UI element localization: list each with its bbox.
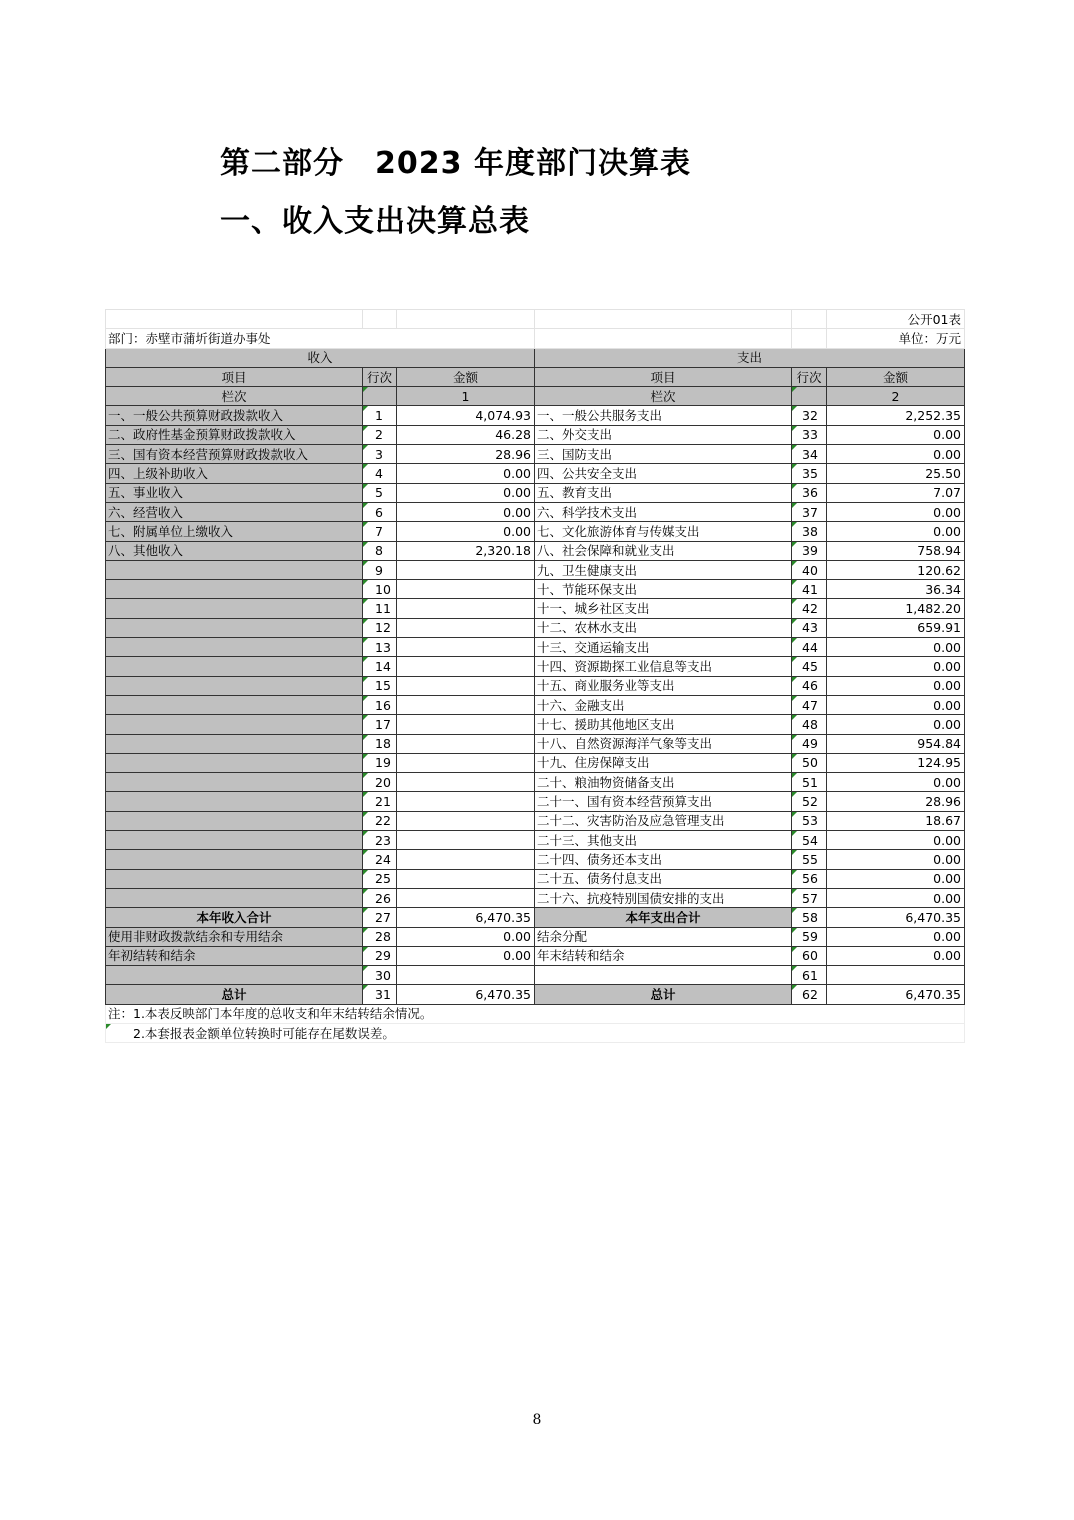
expense-row-number: 55 <box>792 850 827 869</box>
table-row <box>106 618 965 637</box>
income-row-number: 11 <box>363 599 397 618</box>
income-row-number: 16 <box>363 695 397 714</box>
expense-amount: 659.91 <box>827 618 965 637</box>
expense-item: 结余分配 <box>535 927 792 946</box>
income-amount: 0.00 <box>397 483 535 502</box>
income-amount: 6,470.35 <box>397 985 535 1004</box>
income-item <box>106 657 363 676</box>
table-row <box>106 869 965 888</box>
expense-amount: 0.00 <box>827 502 965 521</box>
expense-amount: 25.50 <box>827 464 965 483</box>
form-number: 公开01表 <box>827 310 965 329</box>
expense-row-number: 62 <box>792 985 827 1004</box>
income-item: 五、事业收入 <box>106 483 363 502</box>
income-amount: 2,320.18 <box>397 541 535 560</box>
expense-amount <box>827 966 965 985</box>
income-amount <box>397 657 535 676</box>
budget-summary-table <box>105 309 964 1043</box>
income-amount: 0.00 <box>397 522 535 541</box>
expense-amount: 0.00 <box>827 522 965 541</box>
income-row-number: 9 <box>363 560 397 579</box>
income-amount <box>397 850 535 869</box>
expense-item: 本年支出合计 <box>535 908 792 927</box>
income-amount <box>397 618 535 637</box>
expense-amount: 6,470.35 <box>827 985 965 1004</box>
expense-row-number: 49 <box>792 734 827 753</box>
income-item <box>106 888 363 907</box>
income-row-number: 24 <box>363 850 397 869</box>
expense-item: 三、国防支出 <box>535 445 792 464</box>
expense-amount: 36.34 <box>827 580 965 599</box>
expense-item: 六、科学技术支出 <box>535 502 792 521</box>
income-amount: 28.96 <box>397 445 535 464</box>
expense-item: 二十二、灾害防治及应急管理支出 <box>535 811 792 830</box>
expense-item: 年末结转和结余 <box>535 946 792 965</box>
expense-row-number: 47 <box>792 695 827 714</box>
income-row-number: 12 <box>363 618 397 637</box>
income-row-number: 10 <box>363 580 397 599</box>
income-item <box>106 715 363 734</box>
expense-amount: 0.00 <box>827 657 965 676</box>
income-item <box>106 676 363 695</box>
income-row-number: 7 <box>363 522 397 541</box>
expense-row-number: 33 <box>792 425 827 444</box>
table-row <box>106 599 965 618</box>
expense-row-number: 44 <box>792 638 827 657</box>
expense-item-header: 项目 <box>535 367 792 386</box>
expense-amount: 7.07 <box>827 483 965 502</box>
income-column-number: 1 <box>397 387 535 406</box>
table-row <box>106 560 965 579</box>
table-note: 2.本套报表金额单位转换时可能存在尾数误差。 <box>106 1023 965 1042</box>
income-row-header: 行次 <box>363 367 397 386</box>
income-item <box>106 831 363 850</box>
expense-row-number: 50 <box>792 753 827 772</box>
expense-item: 二十六、抗疫特别国债安排的支出 <box>535 888 792 907</box>
income-amount: 0.00 <box>397 464 535 483</box>
expense-item: 十四、资源勘探工业信息等支出 <box>535 657 792 676</box>
expense-row-number: 35 <box>792 464 827 483</box>
expense-amount: 0.00 <box>827 715 965 734</box>
income-row-number: 19 <box>363 753 397 772</box>
expense-row-number: 43 <box>792 618 827 637</box>
income-row-number: 28 <box>363 927 397 946</box>
table-row <box>106 483 965 502</box>
expense-item: 二十四、债务还本支出 <box>535 850 792 869</box>
income-amount <box>397 831 535 850</box>
table-row <box>106 406 965 425</box>
income-row-number: 22 <box>363 811 397 830</box>
income-amount <box>397 560 535 579</box>
expense-item: 十九、住房保障支出 <box>535 753 792 772</box>
income-amount: 0.00 <box>397 927 535 946</box>
income-item <box>106 638 363 657</box>
income-amount: 4,074.93 <box>397 406 535 425</box>
income-amount <box>397 734 535 753</box>
income-row-number: 31 <box>363 985 397 1004</box>
income-item <box>106 734 363 753</box>
income-amount <box>397 792 535 811</box>
income-amount <box>397 869 535 888</box>
table-row <box>106 792 965 811</box>
expense-amount: 954.84 <box>827 734 965 753</box>
income-amount <box>397 580 535 599</box>
total-row <box>106 985 965 1004</box>
table-row <box>106 715 965 734</box>
table-row <box>106 425 965 444</box>
expense-amount: 2,252.35 <box>827 406 965 425</box>
income-row-number: 1 <box>363 406 397 425</box>
income-item: 二、政府性基金预算财政拨款收入 <box>106 425 363 444</box>
income-amount: 6,470.35 <box>397 908 535 927</box>
table-row <box>106 966 965 985</box>
expense-amount-header: 金额 <box>827 367 965 386</box>
income-row-number: 29 <box>363 946 397 965</box>
income-row-number: 2 <box>363 425 397 444</box>
table-row <box>106 580 965 599</box>
expense-item: 九、卫生健康支出 <box>535 560 792 579</box>
table-row <box>106 445 965 464</box>
table-row <box>106 773 965 792</box>
income-amount <box>397 773 535 792</box>
income-item <box>106 773 363 792</box>
income-row-number: 18 <box>363 734 397 753</box>
income-item <box>106 966 363 985</box>
table-row <box>106 638 965 657</box>
expense-item: 十二、农林水支出 <box>535 618 792 637</box>
expense-amount: 0.00 <box>827 946 965 965</box>
table-row <box>106 522 965 541</box>
table-row <box>106 888 965 907</box>
income-item <box>106 869 363 888</box>
income-item <box>106 695 363 714</box>
table-row <box>106 541 965 560</box>
expense-row-number: 39 <box>792 541 827 560</box>
income-item <box>106 811 363 830</box>
table-row <box>106 502 965 521</box>
expense-row-number: 52 <box>792 792 827 811</box>
income-row-number: 14 <box>363 657 397 676</box>
page-number: 8 <box>532 1412 542 1428</box>
expense-row-number: 45 <box>792 657 827 676</box>
income-row-number: 15 <box>363 676 397 695</box>
expense-item: 十六、金融支出 <box>535 695 792 714</box>
expense-item <box>535 966 792 985</box>
expense-item: 总计 <box>535 985 792 1004</box>
expense-item: 四、公共安全支出 <box>535 464 792 483</box>
expense-item: 十五、商业服务业等支出 <box>535 676 792 695</box>
income-item: 六、经营收入 <box>106 502 363 521</box>
expense-row-number: 41 <box>792 580 827 599</box>
expense-amount: 0.00 <box>827 869 965 888</box>
income-row-number: 13 <box>363 638 397 657</box>
income-item: 三、国有资本经营预算财政拨款收入 <box>106 445 363 464</box>
expense-row-number: 59 <box>792 927 827 946</box>
income-amount: 46.28 <box>397 425 535 444</box>
expense-row-number: 46 <box>792 676 827 695</box>
income-row-number: 27 <box>363 908 397 927</box>
expense-amount: 0.00 <box>827 850 965 869</box>
expense-column-number: 2 <box>827 387 965 406</box>
expense-item: 十一、城乡社区支出 <box>535 599 792 618</box>
expense-item: 二十、粮油物资储备支出 <box>535 773 792 792</box>
expense-amount: 18.67 <box>827 811 965 830</box>
expense-amount: 0.00 <box>827 425 965 444</box>
income-amount <box>397 888 535 907</box>
income-item: 总计 <box>106 985 363 1004</box>
income-item <box>106 580 363 599</box>
table-title: 一、收入支出决算总表 <box>220 204 530 239</box>
income-amount <box>397 753 535 772</box>
income-item <box>106 618 363 637</box>
table-row <box>106 695 965 714</box>
expense-row-number: 60 <box>792 946 827 965</box>
income-row-number: 5 <box>363 483 397 502</box>
income-lanci-label: 栏次 <box>106 387 363 406</box>
department-label: 部门：赤壁市蒲圻街道办事处 <box>106 329 535 348</box>
table-row <box>106 927 965 946</box>
table-row <box>106 811 965 830</box>
expense-amount: 28.96 <box>827 792 965 811</box>
income-row-number: 21 <box>363 792 397 811</box>
expense-amount: 1,482.20 <box>827 599 965 618</box>
expense-item: 二、外交支出 <box>535 425 792 444</box>
table-row <box>106 657 965 676</box>
income-item: 四、上级补助收入 <box>106 464 363 483</box>
table-row <box>106 850 965 869</box>
income-item: 一、一般公共预算财政拨款收入 <box>106 406 363 425</box>
income-row-number: 30 <box>363 966 397 985</box>
expense-row-header: 行次 <box>792 367 827 386</box>
income-row-number: 3 <box>363 445 397 464</box>
expense-row-number: 53 <box>792 811 827 830</box>
income-item-header: 项目 <box>106 367 363 386</box>
expense-row-number: 56 <box>792 869 827 888</box>
expense-item: 五、教育支出 <box>535 483 792 502</box>
table-row <box>106 734 965 753</box>
income-row-number: 26 <box>363 888 397 907</box>
section-heading: 第二部分 2023 年度部门决算表 <box>220 146 691 181</box>
expense-row-number: 48 <box>792 715 827 734</box>
table-row <box>106 831 965 850</box>
expense-item: 八、社会保障和就业支出 <box>535 541 792 560</box>
expense-row-number: 36 <box>792 483 827 502</box>
expense-lanci-label: 栏次 <box>535 387 792 406</box>
income-amount <box>397 695 535 714</box>
income-amount: 0.00 <box>397 946 535 965</box>
expense-amount: 758.94 <box>827 541 965 560</box>
table-row <box>106 946 965 965</box>
table-row <box>106 676 965 695</box>
expense-row-number: 37 <box>792 502 827 521</box>
income-row-number: 20 <box>363 773 397 792</box>
unit-label: 单位：万元 <box>827 329 965 348</box>
income-row-number: 4 <box>363 464 397 483</box>
income-item <box>106 560 363 579</box>
expense-item: 二十五、债务付息支出 <box>535 869 792 888</box>
table-row <box>106 464 965 483</box>
income-item <box>106 599 363 618</box>
expense-amount: 0.00 <box>827 676 965 695</box>
income-item: 使用非财政拨款结余和专用结余 <box>106 927 363 946</box>
expense-row-number: 57 <box>792 888 827 907</box>
income-amount <box>397 966 535 985</box>
expense-item: 十八、自然资源海洋气象等支出 <box>535 734 792 753</box>
expense-row-number: 61 <box>792 966 827 985</box>
expense-item: 十三、交通运输支出 <box>535 638 792 657</box>
expense-row-number: 34 <box>792 445 827 464</box>
income-row-number: 25 <box>363 869 397 888</box>
expense-row-number: 51 <box>792 773 827 792</box>
income-row-number: 6 <box>363 502 397 521</box>
income-amount <box>397 811 535 830</box>
income-item <box>106 792 363 811</box>
expense-amount: 124.95 <box>827 753 965 772</box>
expense-row-number: 32 <box>792 406 827 425</box>
expense-item: 二十一、国有资本经营预算支出 <box>535 792 792 811</box>
expense-item: 二十三、其他支出 <box>535 831 792 850</box>
income-header: 收入 <box>106 348 535 367</box>
expense-item: 十、节能环保支出 <box>535 580 792 599</box>
expense-amount: 0.00 <box>827 445 965 464</box>
expense-row-number: 40 <box>792 560 827 579</box>
expense-row-number: 58 <box>792 908 827 927</box>
expense-item: 七、文化旅游体育与传媒支出 <box>535 522 792 541</box>
income-amount-header: 金额 <box>397 367 535 386</box>
expense-row-number: 42 <box>792 599 827 618</box>
income-item: 七、附属单位上缴收入 <box>106 522 363 541</box>
subtotal-row <box>106 908 965 927</box>
income-row-number: 17 <box>363 715 397 734</box>
expense-amount: 0.00 <box>827 638 965 657</box>
expense-amount: 0.00 <box>827 888 965 907</box>
table-note: 注：1.本表反映部门本年度的总收支和年末结转结余情况。 <box>106 1004 965 1023</box>
income-amount <box>397 676 535 695</box>
expense-item: 十七、援助其他地区支出 <box>535 715 792 734</box>
income-row-number: 23 <box>363 831 397 850</box>
expense-item: 一、一般公共服务支出 <box>535 406 792 425</box>
income-item <box>106 753 363 772</box>
expense-amount: 0.00 <box>827 831 965 850</box>
table-row <box>106 753 965 772</box>
expense-amount: 0.00 <box>827 927 965 946</box>
income-amount <box>397 599 535 618</box>
income-item: 年初结转和结余 <box>106 946 363 965</box>
expense-header: 支出 <box>535 348 965 367</box>
expense-amount: 6,470.35 <box>827 908 965 927</box>
expense-row-number: 38 <box>792 522 827 541</box>
income-amount <box>397 638 535 657</box>
expense-amount: 0.00 <box>827 773 965 792</box>
expense-amount: 120.62 <box>827 560 965 579</box>
expense-amount: 0.00 <box>827 695 965 714</box>
income-row-number: 8 <box>363 541 397 560</box>
income-item <box>106 850 363 869</box>
income-amount: 0.00 <box>397 502 535 521</box>
income-item: 本年收入合计 <box>106 908 363 927</box>
income-item: 八、其他收入 <box>106 541 363 560</box>
expense-row-number: 54 <box>792 831 827 850</box>
income-amount <box>397 715 535 734</box>
